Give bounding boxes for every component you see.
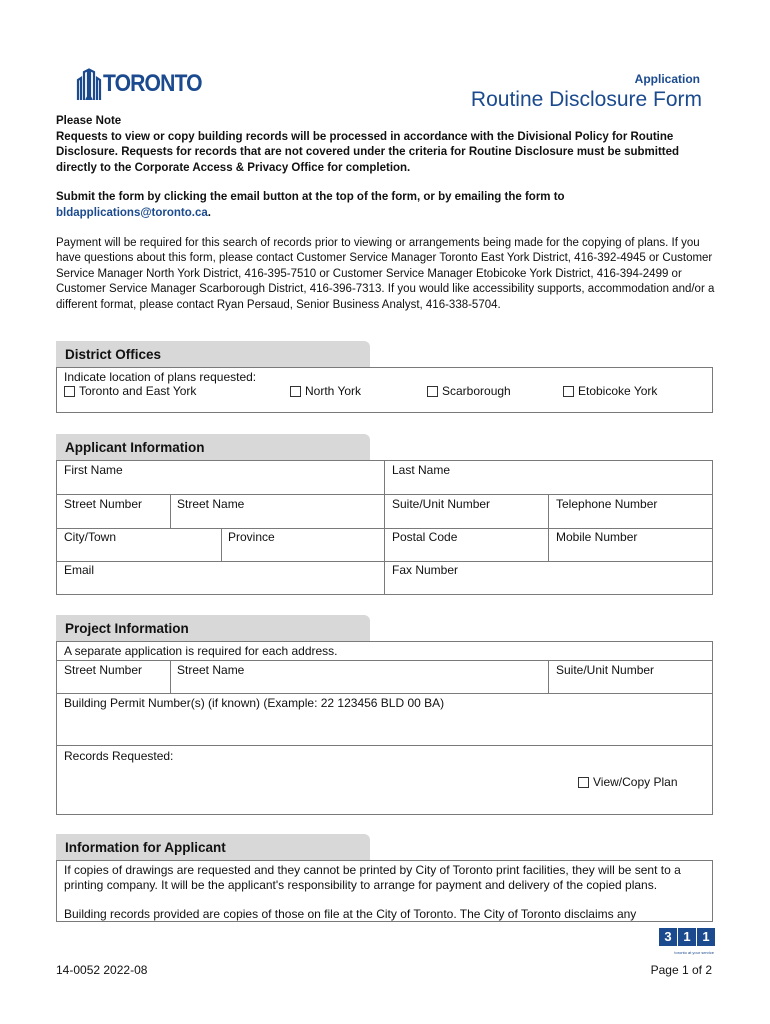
checkbox-north-york[interactable]: North York (290, 384, 361, 398)
project-suite-field[interactable]: Suite/Unit Number (556, 663, 655, 677)
checkbox-box[interactable] (427, 386, 438, 397)
checkbox-scarborough[interactable]: Scarborough (427, 384, 511, 398)
district-offices-header: District Offices (56, 341, 370, 367)
fax-field[interactable]: Fax Number (392, 563, 459, 577)
note-heading: Please Note (56, 115, 122, 127)
permit-number-field[interactable]: Building Permit Number(s) (if known) (Example: 22 123456 BLD 00 BA) (64, 696, 445, 710)
toronto-logo (76, 66, 202, 102)
checkbox-toronto-east-york[interactable]: Toronto and East York (64, 384, 196, 398)
page-number: Page 1 of 2 (650, 963, 712, 977)
311-tagline: toronto at your service (674, 950, 714, 955)
applicant-information-header: Applicant Information (56, 434, 370, 460)
email-field[interactable]: Email (64, 563, 95, 577)
district-prompt: Indicate location of plans requested: (64, 370, 257, 384)
information-for-applicant-header: Information for Applicant (56, 834, 370, 860)
province-field[interactable]: Province (228, 530, 275, 544)
project-street-number-field[interactable]: Street Number (64, 663, 143, 677)
project-information-header: Project Information (56, 615, 370, 641)
telephone-field[interactable]: Telephone Number (556, 497, 658, 511)
city-hall-icon (76, 66, 102, 100)
last-name-field[interactable]: Last Name (392, 463, 451, 477)
first-name-field[interactable]: First Name (64, 463, 123, 477)
form-title: Routine Disclosure Form (470, 88, 702, 111)
application-label: Application (634, 72, 700, 86)
please-note-block (56, 114, 716, 328)
logo-wordmark: TORONTO (103, 70, 202, 97)
checkbox-etobicoke-york[interactable]: Etobicoke York (563, 384, 657, 398)
checkbox-box[interactable] (290, 386, 301, 397)
records-requested-label: Records Requested: (64, 749, 174, 763)
note-payment-text: Payment will be required for this search of records prior to viewing or arrangements being made for the copying of plans. If you have questions about this form, please contact Customer Service Manager Toronto East York District, 416-392-4945 or Customer Service Manager North York District, 416-395-7510 or Customer Service Manager Etobicoke York District, 416-394-2499 or Customer Service Manager Scarborough District, 416-396-7313. If you would like accessibility supports, accommodation and/or a different format, please contact Ryan Persaud, Senior Business Analyst, 416-338-5704. (56, 236, 715, 311)
email-link[interactable]: bldapplications@toronto.ca (56, 206, 208, 219)
checkbox-box[interactable] (563, 386, 574, 397)
applicant-suite-field[interactable]: Suite/Unit Number (392, 497, 491, 511)
postal-code-field[interactable]: Postal Code (392, 530, 458, 544)
note-submit-text: Submit the form by clicking the email button at the top of the form, or by emailing the form to (56, 191, 565, 204)
applicant-street-number-field[interactable]: Street Number (64, 497, 143, 511)
mobile-field[interactable]: Mobile Number (556, 530, 638, 544)
project-note: A separate application is required for each address. (64, 644, 338, 658)
email-suffix: . (207, 206, 211, 219)
note-policy-text: Requests to view or copy building records will be processed in accordance with the Divisional Policy for Routine Disclosure. Requests for records that are not covered under the criteria for Routine Disclosure must be submitted directly to the Corporate Access & Privacy Office for completion. (56, 130, 680, 174)
project-street-name-field[interactable]: Street Name (177, 663, 245, 677)
form-code: 14-0052 2022-08 (56, 963, 148, 977)
info-paragraph-1: If copies of drawings are requested and they cannot be printed by City of Toronto print facilities, they will be sent to a printing company. It will be the applicant's responsibility to arrange for payment and delivery of the copied plans. (64, 863, 681, 892)
checkbox-box[interactable] (64, 386, 75, 397)
city-field[interactable]: City/Town (64, 530, 117, 544)
applicant-street-name-field[interactable]: Street Name (177, 497, 245, 511)
info-paragraph-2: Building records provided are copies of those on file at the City of Toronto. The City of Toronto disclaims any (64, 907, 637, 921)
311-badge: 3 1 1 (658, 928, 715, 946)
checkbox-view-copy-plan[interactable]: View/Copy Plan (578, 775, 678, 789)
checkbox-box[interactable] (578, 777, 589, 788)
